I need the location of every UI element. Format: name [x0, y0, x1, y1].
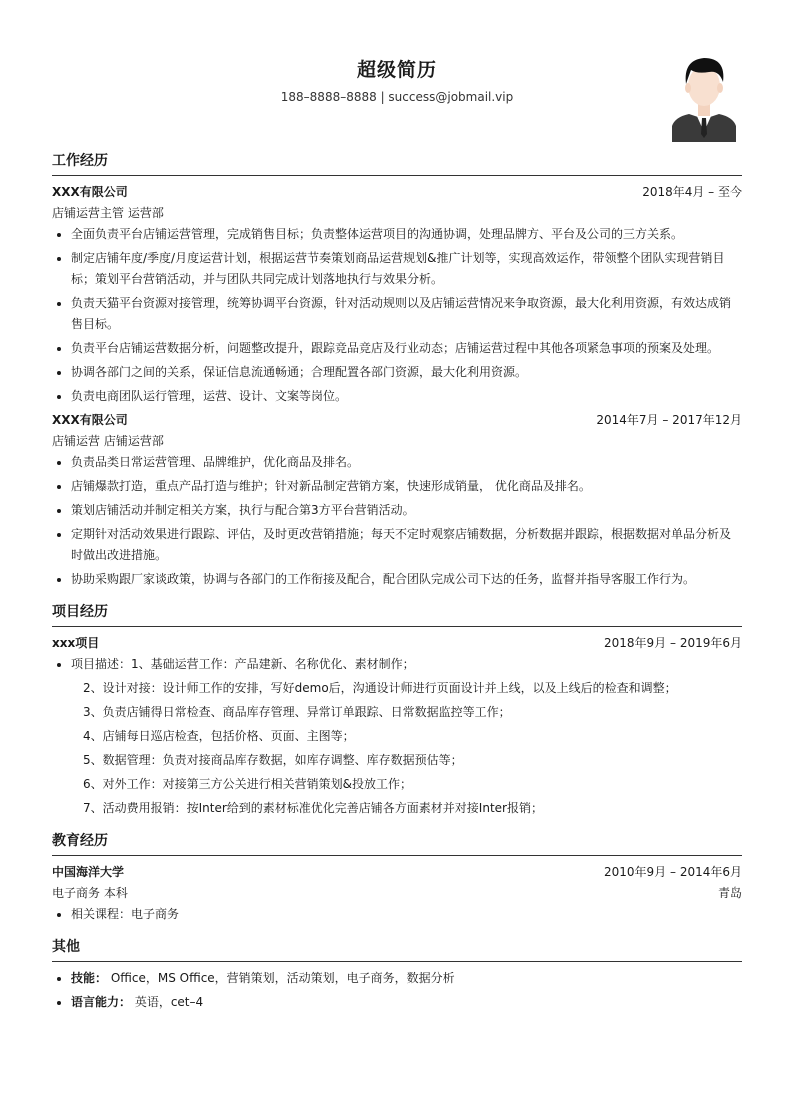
list-item: 4、店铺每日巡店检查，包括价格、页面、主图等； [83, 729, 355, 743]
project-date: 2018年9月 – 2019年6月 [604, 636, 742, 650]
contact-info: 188–8888–8888 | success@jobmail.vip [280, 90, 514, 104]
list-item: 5、数据管理：负责对接商品库存数据，如库存调整、库存数据预估等； [83, 753, 463, 767]
language-label: 语言能力： [71, 995, 132, 1009]
list-item: 2、设计对接：设计师工作的安排，写好demo后，沟通设计师进行页面设计并上线，以及上线后的检查和调整； [83, 681, 677, 695]
list-item: • 负责品类日常运营管理、品牌维护，优化商品及排名。 [71, 452, 742, 473]
section-title-other: 其他 [52, 936, 742, 962]
list-item: • 制定店铺年度/季度/月度运营计划，根据运营节奏策划商品运营规划&推广计划等，实现高效运作，带领整个团队实现营销目标；策划平台营销活动，并与团队共同完成计划落地执行与效果分析。 [71, 248, 742, 290]
section-title-work: 工作经历 [52, 150, 742, 176]
list-item: • 项目描述：1、基础运营工作：产品建新、名称优化、素材制作； [71, 654, 742, 675]
education-header [52, 862, 742, 883]
list-item: • 策划店铺活动并制定相关方案，执行与配合第3方平台营销活动。 [71, 500, 742, 521]
company-name: XXX有限公司 [52, 185, 128, 199]
list-item: • 全面负责平台店铺运营管理，完成销售目标；负责整体运营项目的沟通协调，处理品牌方、平台及公司的三方关系。 [71, 224, 742, 245]
job-role: 店铺运营 店铺运营部 [52, 434, 164, 448]
project-name: xxx项目 [52, 636, 100, 650]
avatar [669, 52, 739, 142]
list-item: • 协助采购跟厂家谈政策，协调与各部门的工作衔接及配合，配合团队完成公司下达的任务，监督并指导客服工作行为。 [71, 569, 742, 590]
job-header [52, 410, 742, 431]
list-item [71, 992, 742, 1013]
job-role-row [52, 203, 742, 224]
job-date: 2014年7月 – 2017年12月 [596, 413, 742, 427]
city: 青岛 [717, 886, 742, 900]
list-item: 3、负责店铺得日常检查、商品库存管理、异常订单跟踪、日常数据监控等工作； [83, 705, 511, 719]
education-degree-row [52, 883, 742, 904]
job-role: 店铺运营主管 运营部 [52, 206, 164, 220]
language-value: 英语，cet–4 [131, 995, 204, 1009]
job-role-row [52, 431, 742, 452]
job-bullets [52, 452, 742, 590]
education-date: 2010年9月 – 2014年6月 [604, 865, 742, 879]
company-name: XXX有限公司 [52, 413, 128, 427]
job-header [52, 182, 742, 203]
section-title-project: 项目经历 [52, 601, 742, 627]
page-title: 超级简历 [356, 59, 437, 81]
list-item: • 定期针对活动效果进行跟踪、评估，及时更改营销措施；每天不定时观察店铺数据，分析数据并跟踪，根据数据对单品分析及时做出改进措施。 [71, 524, 742, 566]
education-bullets [52, 904, 742, 925]
job-date: 2018年4月 – 至今 [642, 185, 742, 199]
degree: 电子商务 本科 [52, 886, 128, 900]
list-item: • 店铺爆款打造，重点产品打造与维护；针对新品制定营销方案，快速形成销量， 优化商品及排名。 [71, 476, 742, 497]
list-item: • 负责天猫平台资源对接管理，统筹协调平台资源，针对活动规则以及店铺运营情况来争取资源，最大化利用资源，有效达成销售目标。 [71, 293, 742, 335]
skill-label: 技能： [71, 971, 108, 985]
job-bullets [52, 224, 742, 407]
skill-value: Office，MS Office，营销策划，活动策划，电子商务，数据分析 [107, 971, 455, 985]
list-item: 7、活动费用报销：按Inter给到的素材标准优化完善店铺各方面素材并对接Inter报销； [83, 801, 543, 815]
project-header [52, 633, 742, 654]
list-item: • 负责平台店铺运营数据分析，问题整改提升，跟踪竞品竞店及行业动态；店铺运营过程中其他各项紧急事项的预案及处理。 [71, 338, 742, 359]
list-item: • 协调各部门之间的关系，保证信息流通畅通；合理配置各部门资源，最大化利用资源。 [71, 362, 742, 383]
list-item: • 相关课程：电子商务 [71, 904, 742, 925]
school-name: 中国海洋大学 [52, 865, 125, 879]
list-item: • 负责电商团队运行管理，运营、设计、文案等岗位。 [71, 386, 742, 407]
list-item [71, 968, 742, 989]
section-title-education: 教育经历 [52, 830, 742, 856]
project-lines [52, 654, 742, 819]
other-list [52, 968, 742, 1013]
list-item: 6、对外工作：对接第三方公关进行相关营销策划&投放工作； [83, 777, 412, 791]
